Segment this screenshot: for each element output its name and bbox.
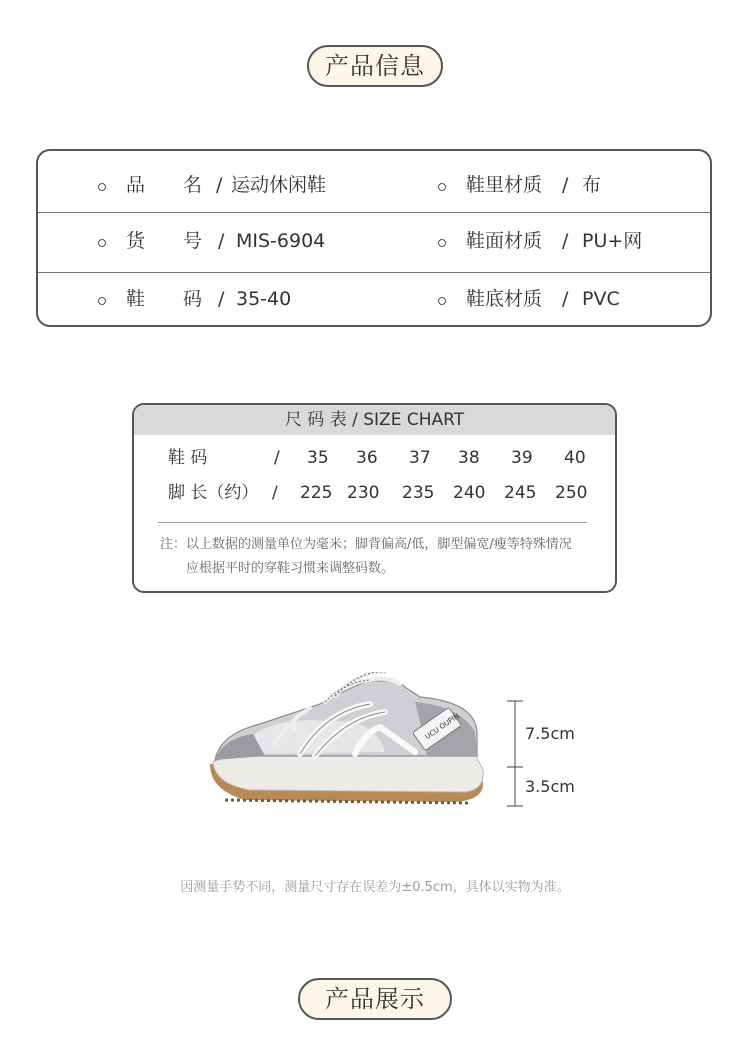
info-label: 鞋 码 (126, 288, 203, 310)
length-cell: 250 (555, 483, 588, 503)
size-chart (132, 403, 617, 593)
section-title-product-info: 产品信息 (307, 45, 443, 87)
upper-height-label: 7.5cm (525, 724, 575, 743)
size-cell: 40 (564, 448, 586, 468)
height-dimension-lines (505, 700, 525, 810)
length-row-label: 脚 长（约） (168, 483, 259, 503)
length-cell: 230 (347, 483, 380, 503)
length-cell: 235 (402, 483, 435, 503)
size-note-line2: 应根据平时的穿鞋习惯来调整码数。 (186, 561, 395, 576)
size-cell: 38 (458, 448, 480, 468)
info-label: 货 号 (126, 230, 203, 252)
length-cell: 225 (300, 483, 333, 503)
midsole (213, 752, 483, 792)
info-label: 鞋里材质 (466, 174, 543, 196)
length-row (134, 478, 615, 508)
info-right-cell (376, 156, 714, 214)
bullet-icon (98, 183, 106, 191)
size-row (134, 443, 615, 473)
size-chart-title: 尺 码 表 / SIZE CHART (134, 405, 615, 435)
info-label: 鞋面材质 (466, 230, 543, 252)
brand-text: UCU OUPIN (423, 711, 461, 742)
size-cell: 39 (511, 448, 533, 468)
info-value: 布 (582, 174, 602, 196)
info-label: 鞋底材质 (466, 288, 543, 310)
length-cell: 245 (504, 483, 537, 503)
measurement-footnote: 因测量手势不同，测量尺寸存在误差为±0.5cm，具体以实物为准。 (180, 880, 570, 895)
separator-slash: / (562, 230, 569, 252)
separator-slash: / (218, 288, 225, 310)
size-cell: 35 (307, 448, 329, 468)
chart-divider (158, 522, 587, 523)
separator-slash: / (218, 230, 225, 252)
size-note-line1: 注：以上数据的测量单位为毫米；脚背偏高/低，脚型偏宽/瘦等特殊情况 (160, 537, 572, 552)
size-cell: 36 (356, 448, 378, 468)
bullet-icon (98, 239, 106, 247)
separator-slash: / (562, 288, 569, 310)
separator-slash: / (562, 174, 569, 196)
info-row-item-no (38, 212, 710, 270)
bullet-icon (438, 297, 446, 305)
separator-slash: / (216, 174, 223, 196)
bullet-icon (98, 297, 106, 305)
info-value: 35-40 (236, 288, 292, 310)
product-info-table (36, 149, 712, 327)
info-right-cell (376, 270, 714, 328)
info-left-cell (38, 156, 376, 214)
separator-slash: / (274, 448, 280, 468)
size-cell: 37 (409, 448, 431, 468)
length-cell: 240 (453, 483, 486, 503)
info-right-cell (376, 212, 714, 270)
info-row-name (38, 156, 710, 214)
info-left-cell (38, 270, 376, 328)
separator-slash: / (272, 483, 278, 503)
sneaker-image (205, 672, 495, 817)
info-value: 运动休闲鞋 (231, 174, 327, 196)
info-row-size (38, 270, 710, 328)
info-value: PVC (582, 288, 620, 310)
info-value: PU+网 (582, 230, 643, 252)
size-row-label: 鞋 码 (168, 448, 208, 468)
info-value: MIS-6904 (236, 230, 326, 252)
bullet-icon (438, 239, 446, 247)
info-left-cell (38, 212, 376, 270)
bullet-icon (438, 183, 446, 191)
info-label: 品 名 (126, 174, 203, 196)
sole-height-label: 3.5cm (525, 777, 575, 796)
section-title-product-display: 产品展示 (298, 978, 452, 1020)
